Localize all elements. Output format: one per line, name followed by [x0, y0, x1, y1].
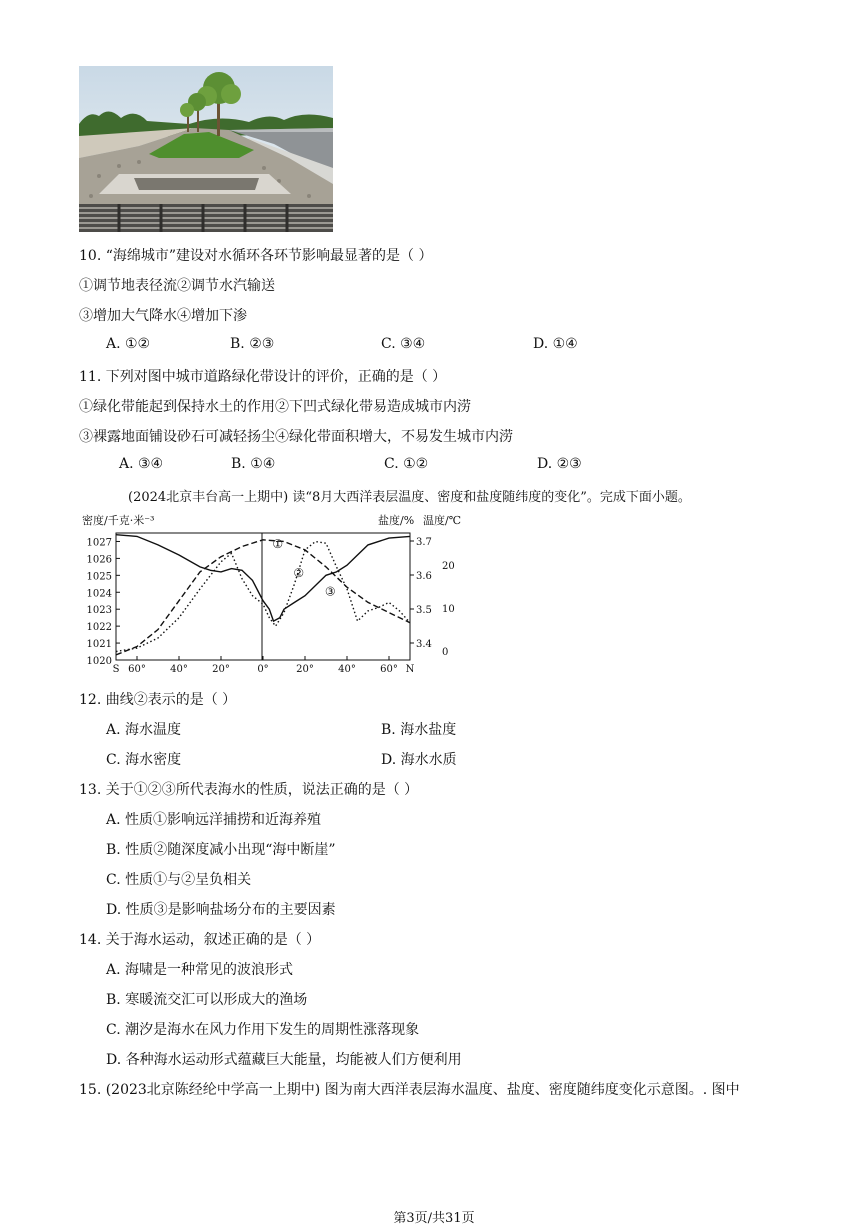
q11-stem: 11. 下列对图中城市道路绿化带设计的评价，正确的是（ ）: [79, 369, 447, 385]
q11-option-a[interactable]: A. ③④: [119, 456, 164, 472]
curve-①: [116, 540, 410, 655]
q12-option-c[interactable]: C. 海水密度: [106, 752, 182, 768]
q11-option-d[interactable]: D. ②③: [537, 456, 582, 472]
x-tick-label: 20°: [212, 664, 230, 675]
q11-statements-1: ①绿化带能起到保持水土的作用②下凹式绿化带易造成城市内涝: [79, 399, 471, 415]
q10-stem: 10. “海绵城市”建设对水循环各环节影响最显著的是（ ）: [79, 248, 433, 264]
q12-option-d[interactable]: D. 海水水质: [381, 752, 457, 768]
salinity-tick-label: 3.6: [416, 571, 432, 582]
q11-statements-2: ③裸露地面铺设砂石可减轻扬尘④绿化带面积增大，不易发生城市内涝: [79, 429, 513, 445]
x-tick-label: 60°: [128, 664, 146, 675]
temperature-tick-label: 20: [442, 561, 455, 572]
q13-option-a[interactable]: A. 性质①影响远洋捕捞和近海养殖: [106, 812, 322, 828]
q13-option-c[interactable]: C. 性质①与②呈负相关: [106, 872, 252, 888]
density-tick-label: 1022: [86, 622, 112, 634]
q10-option-b[interactable]: B. ②③: [230, 336, 275, 352]
salinity-axis-label: 盐度/%: [378, 514, 415, 527]
q12-option-a[interactable]: A. 海水温度: [106, 722, 182, 738]
q14-stem: 14. 关于海水运动，叙述正确的是（ ）: [79, 932, 321, 948]
q14-option-b[interactable]: B. 寒暖流交汇可以形成大的渔场: [106, 992, 308, 1008]
q10-statements-2: ③增加大气降水④增加下渗: [79, 308, 247, 324]
road-greenbelt-photo: [79, 66, 333, 232]
atlantic-surface-chart: [80, 513, 480, 678]
salinity-tick-label: 3.5: [416, 605, 432, 616]
x-tick-label: 20°: [296, 664, 314, 675]
temperature-tick-label: 10: [442, 604, 455, 615]
q14-option-c[interactable]: C. 潮汐是海水在风力作用下发生的周期性涨落现象: [106, 1022, 420, 1038]
x-tick-label: 0°: [257, 664, 269, 675]
q11-option-b[interactable]: B. ①④: [231, 456, 276, 472]
salinity-tick-label: 3.7: [416, 537, 432, 548]
q13-option-d[interactable]: D. 性质③是影响盐场分布的主要因素: [106, 902, 336, 918]
q12-option-b[interactable]: B. 海水盐度: [381, 722, 457, 738]
x-tick-label: 60°: [380, 664, 398, 675]
density-tick-label: 1023: [86, 605, 112, 617]
density-tick-label: 1026: [86, 554, 112, 566]
density-tick-label: 1020: [86, 656, 112, 667]
q13-stem: 13. 关于①②③所代表海水的性质，说法正确的是（ ）: [79, 782, 419, 798]
x-tick-label: S: [112, 664, 120, 675]
q14-option-a[interactable]: A. 海啸是一种常见的波浪形式: [106, 962, 294, 978]
density-axis-label: 密度/千克·米⁻³: [82, 514, 155, 527]
q10-option-c[interactable]: C. ③④: [381, 336, 426, 352]
q14-option-d[interactable]: D. 各种海水运动形式蕴藏巨大能量，均能被人们方便利用: [106, 1052, 462, 1068]
plot-frame: [116, 533, 410, 660]
density-tick-label: 1021: [86, 639, 112, 651]
q10-statements-1: ①调节地表径流②调节水汽输送: [79, 278, 275, 294]
q15-stem: 15. (2023北京陈经纶中学高一上期中) 图为南大西洋表层海水温度、盐度、密度随纬度变化示意图。. 图中: [79, 1082, 740, 1098]
q13-option-b[interactable]: B. 性质②随深度减小出现“海中断崖”: [106, 842, 336, 858]
page-footer: 第3页/共31页: [393, 1211, 475, 1226]
curve-②: [116, 542, 410, 652]
x-tick-label: N: [405, 664, 415, 675]
group-intro: (2024北京丰台高一上期中) 读“8月大西洋表层温度、密度和盐度随纬度的变化”。完成下面小题。: [128, 490, 691, 505]
temperature-axis-label: 温度/℃: [423, 514, 462, 527]
density-tick-label: 1027: [86, 537, 112, 549]
q11-option-c[interactable]: C. ①②: [384, 456, 429, 472]
curve-marker-3: ③: [324, 584, 336, 599]
curve-marker-1: ①: [272, 537, 284, 552]
curve-③: [116, 535, 410, 621]
q12-stem: 12. 曲线②表示的是（ ）: [79, 692, 237, 708]
x-tick-label: 40°: [338, 664, 356, 675]
q10-option-d[interactable]: D. ①④: [533, 336, 578, 352]
density-tick-label: 1024: [86, 588, 112, 600]
q10-option-a[interactable]: A. ①②: [106, 336, 151, 352]
temperature-tick-label: 0: [442, 647, 449, 658]
salinity-tick-label: 3.4: [416, 639, 432, 650]
x-tick-label: 40°: [170, 664, 188, 675]
density-tick-label: 1025: [86, 571, 112, 583]
curve-marker-2: ②: [293, 566, 305, 581]
